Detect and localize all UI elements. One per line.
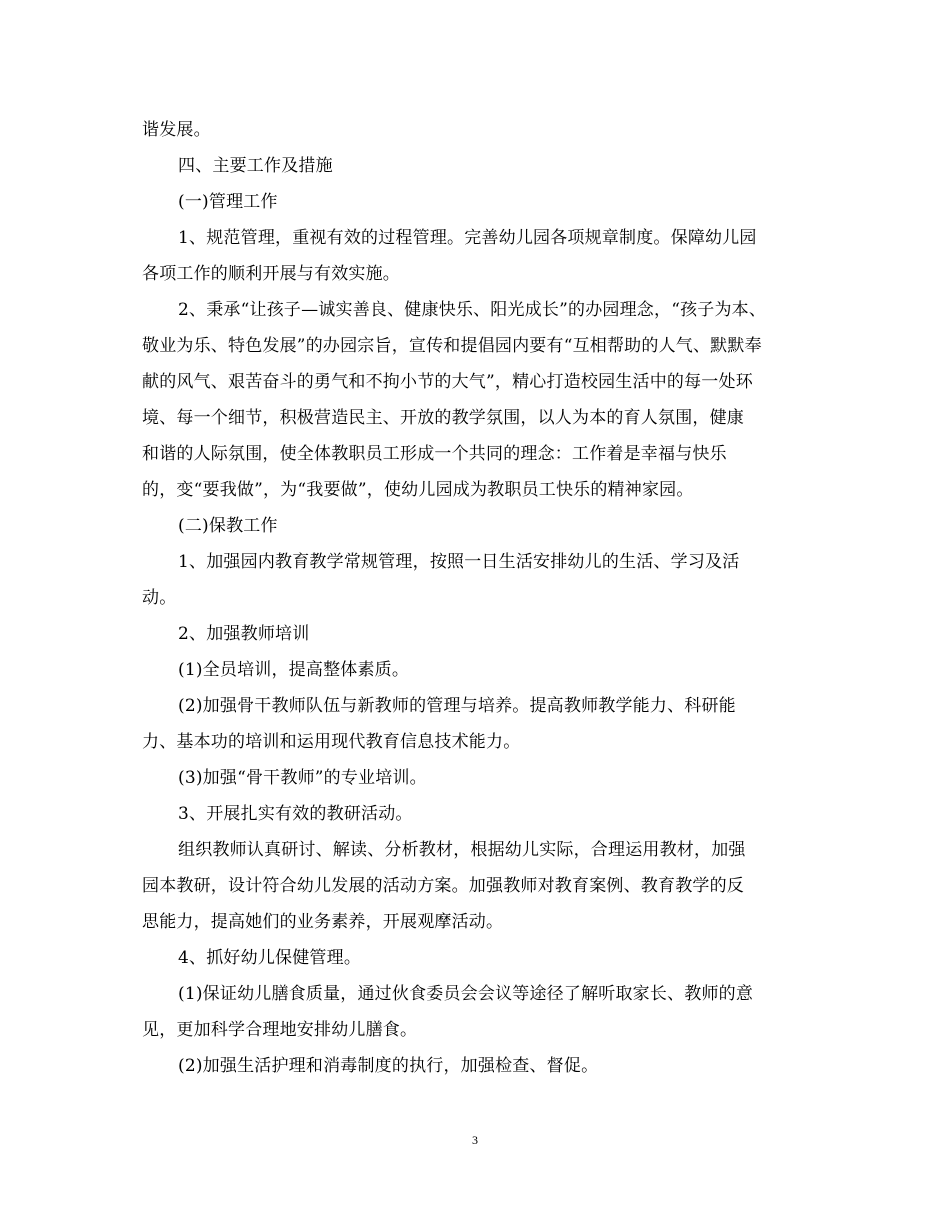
text-line: (3)加强“骨干教师”的专业培训。 [178, 768, 427, 788]
text-line: 动。 [142, 588, 177, 608]
text-line: 敬业为乐、特色发展”的办园宗旨，宣传和提倡园内要有“互相帮助的人气、默默奉 [142, 336, 762, 356]
text-line: 4、抓好幼儿保健管理。 [178, 948, 362, 968]
text-line: 境、每一个细节，积极营造民主、开放的教学氛围，以人为本的育人氛围，健康 [142, 408, 744, 428]
text-line: 3、开展扎实有效的教研活动。 [178, 804, 413, 824]
text-line: 的，变“要我做”，为“我要做”，使幼儿园成为教职员工快乐的精神家园。 [142, 480, 694, 500]
text-line: 谐发展。 [142, 120, 211, 140]
text-line: 献的风气、艰苦奋斗的勇气和不拘小节的大气”，精心打造校园生活中的每一处环 [142, 372, 753, 392]
text-line: (二)保教工作 [178, 516, 278, 536]
text-line: 2、秉承“让孩子—诚实善良、健康快乐、阳光成长”的办园理念，“孩子为本、 [178, 300, 767, 320]
document-body [142, 112, 812, 1084]
text-line: 四、主要工作及措施 [178, 156, 333, 176]
text-line: 1、规范管理，重视有效的过程管理。完善幼儿园各项规章制度。保障幼儿园 [178, 228, 757, 248]
text-line: 组织教师认真研讨、解读、分析教材，根据幼儿实际，合理运用教材，加强 [178, 840, 746, 860]
text-line: (2)加强骨干教师队伍与新教师的管理与培养。提高教师教学能力、科研能 [178, 696, 736, 716]
text-line: 2、加强教师培训 [178, 624, 310, 644]
text-line: 思能力，提高她们的业务素养，开展观摩活动。 [142, 912, 504, 932]
text-line: 园本教研，设计符合幼儿发展的活动方案。加强教师对教育案例、教育教学的反 [142, 876, 744, 896]
page-number: 3 [472, 1133, 478, 1147]
text-line: (1)保证幼儿膳食质量，通过伙食委员会会议等途径了解听取家长、教师的意 [178, 984, 754, 1004]
text-line: (1)全员培训，提高整体素质。 [178, 660, 410, 680]
text-line: (一)管理工作 [178, 192, 278, 212]
text-line: 1、加强园内教育教学常规管理，按照一日生活安排幼儿的生活、学习及活 [178, 552, 740, 572]
text-line: 和谐的人际氛围，使全体教职员工形成一个共同的理念：工作着是幸福与快乐 [142, 444, 727, 464]
text-line: 见，更加科学合理地安排幼儿膳食。 [142, 1020, 418, 1040]
text-line: (2)加强生活护理和消毒制度的执行，加强检查、督促。 [178, 1056, 599, 1076]
text-line: 力、基本功的培训和运用现代教育信息技术能力。 [142, 732, 521, 752]
text-line: 各项工作的顺利开展与有效实施。 [142, 264, 400, 284]
